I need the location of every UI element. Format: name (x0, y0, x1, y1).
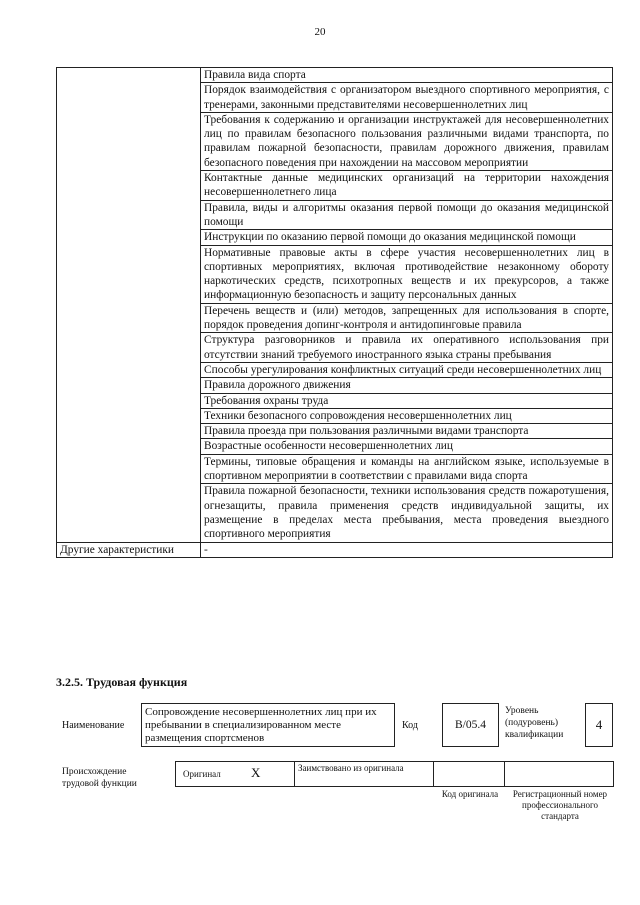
reg-number-caption: Регистрационный номер профессионального стандарта (512, 789, 608, 821)
requirement-cell: Техники безопасного сопровождения несовершеннолетних лиц (201, 408, 613, 423)
requirement-cell: Правила вида спорта (201, 68, 613, 83)
other-characteristics-label: Другие характеристики (57, 542, 201, 557)
requirement-cell: Структура разговорников и правила их оперативного использования при отсутствии знаний требуемого иностранного языка страны пребывания (201, 333, 613, 363)
requirement-cell: Правила дорожного движения (201, 378, 613, 393)
requirement-cell: Контактные данные медицинских организаций на территории нахождения несовершеннолетнего лица (201, 171, 613, 201)
requirement-cell: Требования охраны труда (201, 393, 613, 408)
page-number: 20 (314, 26, 326, 38)
level-value: 4 (585, 703, 613, 747)
code-label: Код (402, 720, 418, 731)
requirement-cell: Инструкции по оказанию первой помощи до оказания медицинской помощи (201, 230, 613, 245)
category-cell (57, 68, 201, 543)
function-name-label: Наименование (62, 720, 125, 731)
other-characteristics-value: - (201, 542, 613, 557)
original-mark: X (251, 765, 261, 780)
requirement-cell: Правила проезда при пользования различными видами транспорта (201, 424, 613, 439)
requirement-cell: Правила пожарной безопасности, техники использования средств пожаротушения, огнезащиты, правила применения средств индивидуальной защиты, их размещение в пределах места пребывания, места проведения выездного спортивного мероприятия (201, 484, 613, 542)
origin-divider-1 (294, 761, 295, 787)
requirement-cell: Перечень веществ и (или) методов, запрещенных для использования в спорте, порядок проведения допинг-контроля и антидопинговые правила (201, 303, 613, 333)
requirement-cell: Порядок взаимодействия с организатором выездного спортивного мероприятия, с тренерами, законными представителями несовершеннолетних лиц (201, 83, 613, 113)
origin-divider-3 (504, 761, 505, 787)
original-label: Оригинал (183, 769, 221, 779)
requirement-cell: Возрастные особенности несовершеннолетних лиц (201, 439, 613, 454)
function-name-value: Сопровождение несовершеннолетних лиц при их пребывании в специализированном месте размещения спортсменов (141, 703, 395, 747)
requirement-cell: Способы урегулирования конфликтных ситуаций среди несовершеннолетних лиц (201, 362, 613, 377)
requirement-cell: Правила, виды и алгоритмы оказания первой помощи до оказания медицинской помощи (201, 200, 613, 230)
code-value: B/05.4 (442, 703, 499, 747)
requirement-cell: Требования к содержанию и организации инструктажей для несовершеннолетних лиц по правилам безопасного пользования различными видами транспорта, по правилам пожарной безопасности, правилам дорожного движения, правилам безопасного поведения при нахождении на массовом мероприятии (201, 112, 613, 170)
origin-label: Происхождение трудовой функции (62, 767, 137, 789)
requirement-cell: Нормативные правовые акты в сфере участия несовершеннолетних лиц в спортивных мероприятиях, включая противодействие незаконному обороту наркотических средств, психотропных веществ и их прекурсоров, а также информационную безопасность и защиту персональных данных (201, 245, 613, 303)
other-characteristics-row (57, 542, 613, 557)
requirement-cell: Термины, типовые обращения и команды на английском языке, используемые в спортивном мероприятии в соответствии с правилами вида спорта (201, 454, 613, 484)
requirements-table (56, 67, 613, 558)
origin-divider-2 (433, 761, 434, 787)
code-original-caption: Код оригинала (441, 789, 499, 799)
level-label: Уровень (подуровень) квалификации (505, 706, 564, 740)
borrowed-label: Заимствовано из оригинала (298, 763, 404, 773)
requirement-row (57, 68, 613, 83)
section-title: 3.2.5. Трудовая функция (56, 675, 188, 689)
